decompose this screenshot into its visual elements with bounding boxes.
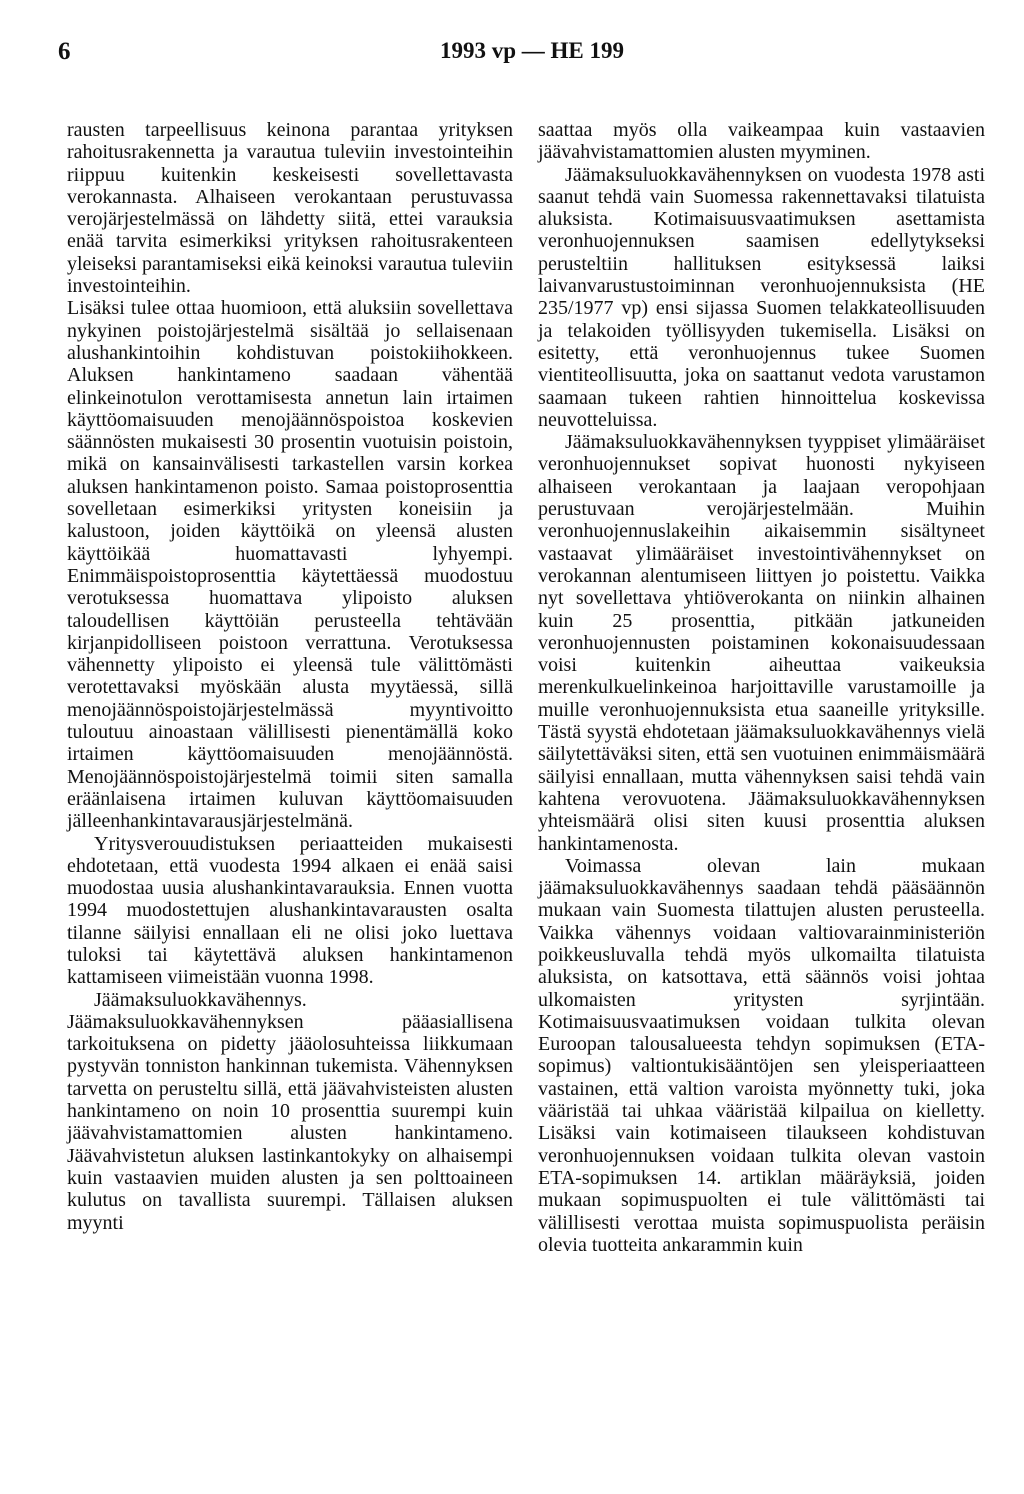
paragraph: Yritysverouudistuksen periaatteiden mukaisesti ehdotetaan, että vuodesta 1994 alkaen ei enää saisi muodostaa uusia alushankintavarauksia. Ennen vuotta 1994 muodostettujen alushankintavarausten osalta tilanne säilyisi ennallaan eli ne olisi joko luettava tuloksi tai käytettävä aluksen hankintamenon kattamiseen viimeistään vuonna 1998. <box>67 832 513 989</box>
left-column <box>67 119 513 1234</box>
paragraph: rausten tarpeellisuus keinona parantaa yrityksen rahoitusrakennetta ja varautua tuleviin investointeihin riippuu kuitenkin keskeisesti sovellettavasta verokannasta. Alhaiseen verokantaan perustuvassa verojärjestelmässä on lähdetty siitä, ettei varauksia enää tarvita esimerkiksi yrityksen rahoitusrakenteen yleiseksi parantamiseksi eikä keinoksi varautua tuleviin investointeihin. <box>67 119 513 298</box>
paragraph: Jäämaksuluokkavähennyksen on vuodesta 1978 asti saanut tehdä vain Suomessa rakennettavaksi tilatuista aluksista. Kotimaisuusvaatimuksen asettamista veronhuojennuksen saamisen edellytykseksi perusteltiin hallituksen esityksessä laiksi laivanvarustustoiminnan veronhuojennuksista (HE 235/1977 vp) ensi sijassa Suomen telakkateollisuuden ja telakoiden työllisyyden tukemisella. Lisäksi on esitetty, että veronhuojennus tukee Suomen vientiteollisuutta, joka on saattanut vedota varustamon saamaan tukeen rahtien hinnoittelua koskevissa neuvotteluissa. <box>538 163 985 431</box>
paragraph: Lisäksi tulee ottaa huomioon, että aluksiin sovellettava nykyinen poistojärjestelmä sisältää jo sellaisenaan alushankintoihin kohdistuvan poistokiihokkeen. Aluksen hankintameno saadaan vähentää elinkeinotulon verottamisesta annetun lain irtaimen käyttöomaisuuden menojäännöspoistoa koskevien säännösten mukaisesti 30 prosentin vuotuisin poistoin, mikä on kansainvälisesti tarkastellen varsin korkea aluksen hankintamenon poisto. Samaa poistoprosenttia sovelletaan esimerkiksi yritysten koneisiin ja kalustoon, joiden käyttöikä on yleensä alusten käyttöikää huomattavasti lyhyempi. Enimmäispoistoprosenttia käytettäessä muodostuu verotuksessa huomattava ylipoisto aluksen taloudellisen käyttöiän perusteella tehtävään kirjanpidolliseen poistoon verrattuna. Verotuksessa vähennetty ylipoisto ei yleensä tule välittömästi verotettavaksi myöskään alusta myytäessä, sillä menojäännöspoistojärjestelmässä myyntivoitto tuloutuu ainoastaan välillisesti pienentämällä koko irtaimen käyttöomaisuuden menojäännöstä. Menojäännöspoistojärjestelmä toimii siten samalla eräänlaisena irtaimen kuluvan käyttöomaisuuden jälleenhankintavarausjärjestelmänä. <box>67 297 513 833</box>
paragraph: saattaa myös olla vaikeampaa kuin vastaavien jäävahvistamattomien alusten myyminen. <box>538 119 985 164</box>
document-id: 1993 vp — HE 199 <box>439 38 625 63</box>
page-number: 6 <box>58 38 71 65</box>
paragraph: Jäämaksuluokkavähennys. Jäämaksuluokkavähennyksen pääasiallisena tarkoituksena on pidetty jääolosuhteissa liikkumaan pystyvän tonniston hankinnan tukemista. Vähennyksen tarvetta on perusteltu sillä, että jäävahvisteisten alusten hankintameno on noin 10 prosenttia suurempi kuin jäävahvistamattomien alusten hankintameno. Jäävahvistetun aluksen lastinkantokyky on alhaisempi kuin vastaavien muiden alusten ja sen polttoaineen kulutus on tavallista suurempi. Tällaisen aluksen myynti <box>67 988 513 1234</box>
page-header <box>58 38 968 78</box>
paragraph: Voimassa olevan lain mukaan jäämaksuluokkavähennys saadaan tehdä pääsäännön mukaan vain Suomesta tilattujen alusten perusteella. Vaikka vähennys voidaan valtiovarainministeriön poikkeusluvalla tehdä myös ulkomailta tilatuista aluksista, on katsottava, että säännös voisi johtaa ulkomaisten yritysten syrjintään. Kotimaisuusvaatimuksen voidaan tulkita olevan Euroopan talousalueesta tehdyn sopimuksen (ETA-sopimus) valtiontukisääntöjen sen yleisperiaatteen vastainen, että valtion varoista myönnetty tuki, joka vääristää tai uhkaa vääristää kilpailua on kielletty. Lisäksi vain kotimaiseen tilaukseen kohdistuvan veronhuojennuksen voidaan tulkita olevan vastoin ETA-sopimuksen 14. artiklan määräyksiä, joiden mukaan sopimuspuolten ei tule välittömästi tai välillisesti verottaa muista sopimuspuolista peräisin olevia tuotteita ankarammin kuin <box>538 854 985 1256</box>
paragraph: Jäämaksuluokkavähennyksen tyyppiset ylimääräiset veronhuojennukset sopivat huonosti nykyiseen alhaiseen verokantaan ja laajaan veropohjaan perustuvaan verojärjestelmään. Muihin veronhuojennuslakeihin aikaisemmin sisältyneet vastaavat ylimääräiset investointivähennykset on verokannan alentumiseen liittyen jo poistettu. Vaikka nyt sovellettava yhtiöverokanta on niinkin alhainen kuin 25 prosenttia, pitkään jatkuneiden veronhuojennusten poistaminen kokonaisuudessaan voisi kuitenkin aiheuttaa vaikeuksia merenkulkuelinkeinoa harjoittaville varustamoille ja muille veronhuojennuksista etua saaneille yrityksille. Tästä syystä ehdotetaan jäämaksuluokkavähennys vielä säilytettäväksi siten, että sen vuotuinen enimmäismäärä säilyisi ennallaan, mutta vähennyksen saisi tehdä vain kahtena verovuotena. Jäämaksuluokkavähennyksen yhteismäärä olisi siten kuusi prosenttia aluksen hankintamenosta. <box>538 431 985 855</box>
right-column <box>538 119 985 1256</box>
